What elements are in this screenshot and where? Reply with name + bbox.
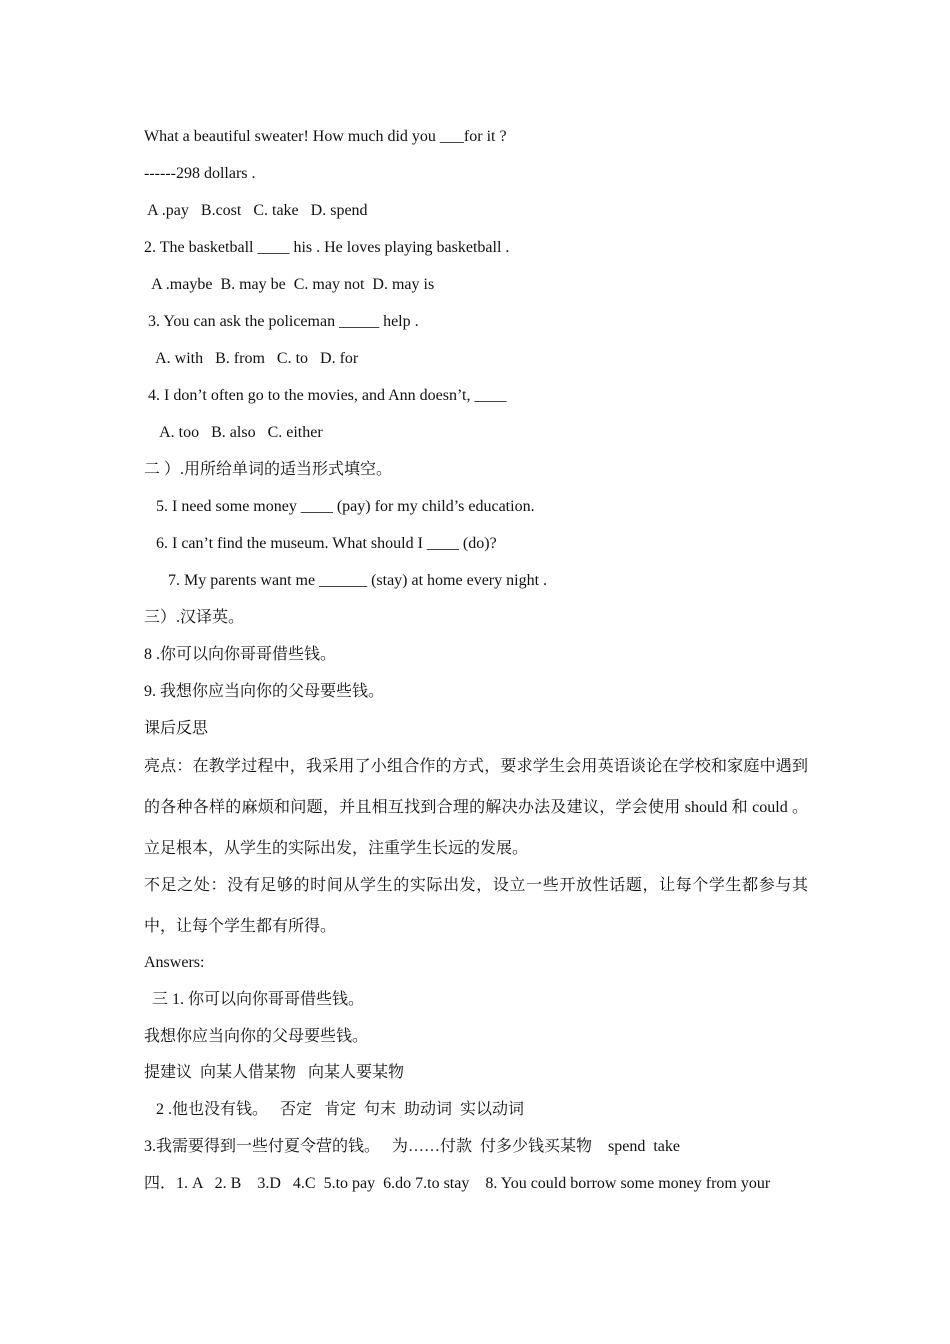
question-1-options: A .pay B.cost C. take D. spend bbox=[144, 202, 368, 219]
question-8: 8 .你可以向你哥哥借些钱。 bbox=[144, 646, 337, 663]
question-9: 9. 我想你应当向你的父母要些钱。 bbox=[144, 683, 385, 700]
answer-line: 提建议 向某人借某物 向某人要某物 bbox=[144, 1064, 405, 1081]
answers-heading: Answers: bbox=[144, 954, 205, 971]
reflection-heading: 课后反思 bbox=[144, 720, 209, 737]
question-intro: What a beautiful sweater! How much did you ___for it ? bbox=[144, 128, 507, 145]
question-4: 4. I don’t often go to the movies, and Ann doesn’t, ____ bbox=[144, 387, 507, 404]
question-6: 6. I can’t find the museum. What should I ____ (do)? bbox=[144, 535, 497, 552]
question-3-options: A. with B. from C. to D. for bbox=[144, 350, 359, 367]
reflection-highlights: 亮点：在教学过程中，我采用了小组合作的方式，要求学生会用英语谈论在学校和家庭中遇到的各种各样的麻烦和问题，并且相互找到合理的解决办法及建议，学会使用 should 和 could 。立足根本，从学生的实际出发，注重学生长远的发展。 bbox=[144, 758, 808, 857]
question-5: 5. I need some money ____ (pay) for my child’s education. bbox=[144, 498, 535, 515]
question-2-options: A .maybe B. may be C. may not D. may is bbox=[144, 276, 435, 293]
answer-line: 2 .他也没有钱。 否定 肯定 句末 助动词 实以动词 bbox=[144, 1101, 525, 1118]
question-3: 3. You can ask the policeman _____ help . bbox=[144, 313, 419, 330]
answer-line: 三 1. 你可以向你哥哥借些钱。 bbox=[144, 991, 365, 1008]
section-2-heading: 二 ）.用所给单词的适当形式填空。 bbox=[144, 461, 393, 478]
answer-line: 我想你应当向你的父母要些钱。 bbox=[144, 1028, 369, 1045]
question-7: 7. My parents want me ______ (stay) at home every night . bbox=[144, 572, 548, 589]
reflection-shortcomings: 不足之处：没有足够的时间从学生的实际出发，设立一些开放性话题，让每个学生都参与其中，让每个学生都有所得。 bbox=[144, 877, 808, 935]
answer-line: 3.我需要得到一些付夏令营的钱。 为……付款 付多少钱买某物 spend take bbox=[144, 1138, 680, 1155]
question-reply: ------298 dollars . bbox=[144, 165, 256, 182]
question-2: 2. The basketball ____ his . He loves playing basketball . bbox=[144, 239, 510, 256]
question-4-options: A. too B. also C. either bbox=[144, 424, 323, 441]
answer-key-line: 四．1. A 2. B 3.D 4.C 5.to pay 6.do 7.to stay 8. You could borrow some money from your bbox=[144, 1175, 771, 1192]
section-3-heading: 三）.汉译英。 bbox=[144, 609, 245, 626]
